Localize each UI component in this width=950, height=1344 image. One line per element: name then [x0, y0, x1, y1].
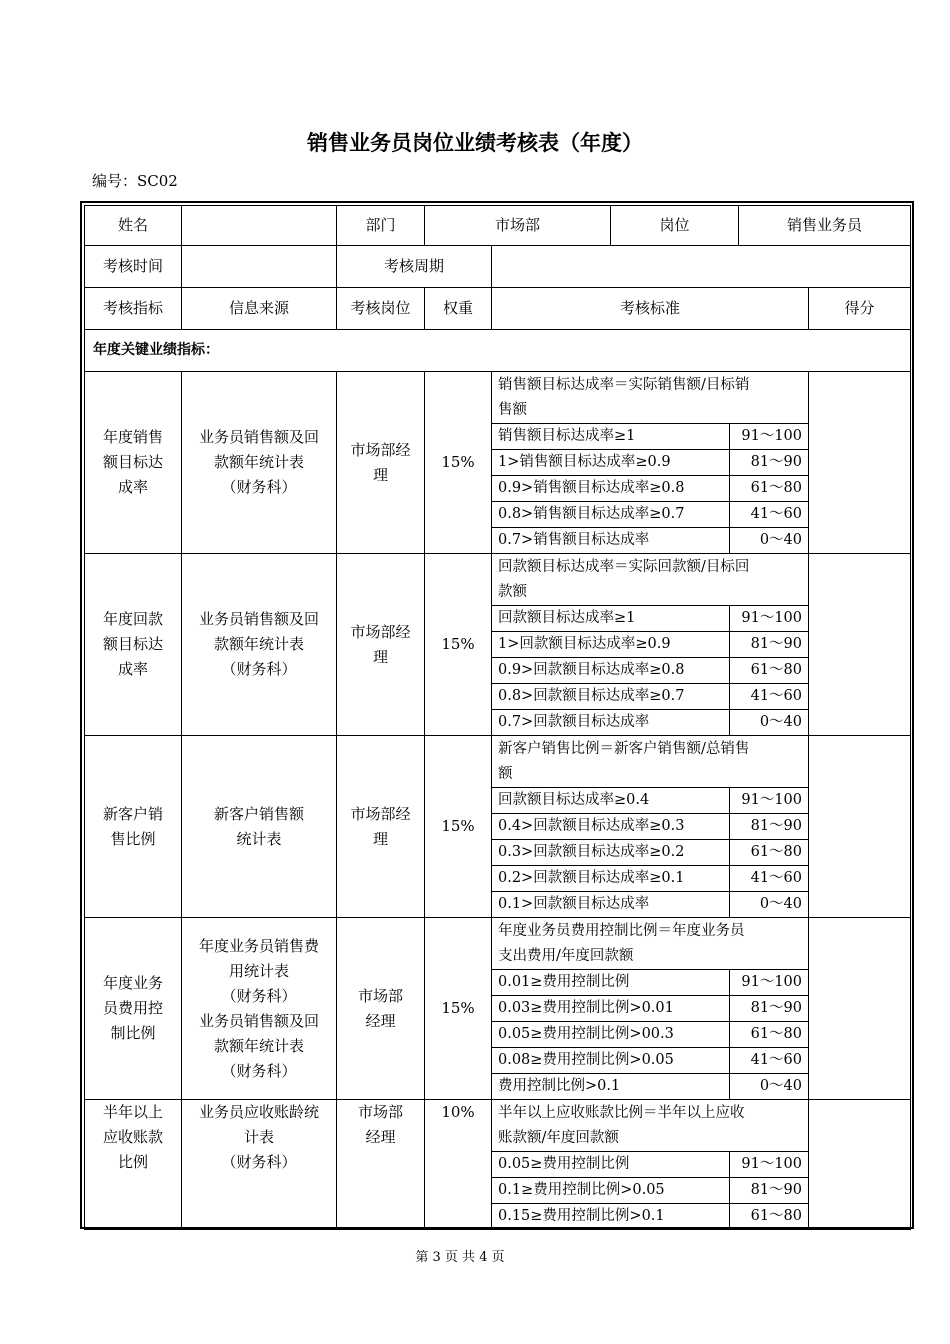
- standard-score-range: 91～100: [730, 606, 809, 632]
- standard-row: [492, 1152, 808, 1178]
- indicator-name: [85, 1100, 182, 1230]
- standard-row: [492, 1178, 808, 1204]
- standard-condition: 0.01≥费用控制比例: [492, 970, 730, 996]
- standard-row: [492, 606, 808, 632]
- indicator-source-line: 业务员销售额及回: [198, 428, 319, 446]
- standard-condition: 0.2>回款额目标达成率≥0.1: [492, 866, 730, 892]
- indicator-name: [85, 372, 182, 554]
- standard-condition: 1>销售额目标达成率≥0.9: [492, 450, 730, 476]
- indicator-standard: [492, 372, 809, 554]
- indicator-post-line: 市场部: [357, 986, 403, 1005]
- standard-score-range: 91～100: [730, 788, 809, 814]
- post-label: 岗位: [611, 206, 739, 246]
- indicator-post-line: 理: [372, 829, 388, 848]
- indicator-standard: [492, 736, 809, 918]
- indicator-name-line: 成率: [117, 478, 148, 496]
- standard-row: [492, 996, 808, 1022]
- standard-condition: 0.03≥费用控制比例>0.01: [492, 996, 730, 1022]
- header-row-2: [85, 246, 911, 288]
- standard-row: [492, 502, 808, 528]
- indicator-weight: 15%: [425, 736, 492, 918]
- formula-line: 款额: [498, 584, 527, 600]
- indicator-name: [85, 554, 182, 736]
- standard-row: [492, 866, 808, 892]
- indicator-name: [85, 736, 182, 918]
- period-label: 考核周期: [337, 246, 492, 288]
- standard-row: [492, 450, 808, 476]
- indicator-source-line: 业务员应收账龄统: [198, 1103, 319, 1121]
- standard-row: [492, 814, 808, 840]
- indicator-post-line: 市场部: [357, 1103, 403, 1121]
- standard-condition: 0.1≥费用控制比例>0.05: [492, 1178, 730, 1204]
- indicator-post-line: 市场部经: [350, 622, 411, 641]
- standard-condition: 0.8>回款额目标达成率≥0.7: [492, 684, 730, 710]
- col-standard: 考核标准: [492, 288, 809, 330]
- standard-row: [492, 970, 808, 996]
- col-weight: 权重: [425, 288, 492, 330]
- standard-score-range: 81～90: [730, 1178, 809, 1204]
- page-footer: 第 3 页 共 4 页: [415, 1250, 505, 1265]
- standard-table: [492, 918, 808, 1099]
- indicator-post-line: 理: [372, 647, 388, 666]
- period-field[interactable]: [492, 246, 911, 288]
- indicator-name-line: 员费用控: [102, 999, 163, 1017]
- standard-formula: [492, 736, 808, 788]
- indicator-source-line: 业务员销售额及回: [198, 1011, 319, 1030]
- standard-score-range: 91～100: [730, 970, 809, 996]
- indicator-post-line: 经理: [365, 1011, 396, 1030]
- post-value: 销售业务员: [739, 206, 911, 246]
- name-label: 姓名: [85, 206, 182, 246]
- indicator-name-line: 年度回款: [102, 610, 163, 628]
- standard-row: [492, 424, 808, 450]
- indicator-name-line: 成率: [117, 660, 148, 678]
- indicator-source-line: 业务员销售额及回: [198, 610, 319, 628]
- standard-row: [492, 1048, 808, 1074]
- col-score: 得分: [809, 288, 911, 330]
- indicator-name-line: 比例: [117, 1153, 148, 1171]
- standard-table: [492, 1100, 808, 1229]
- standard-score-range: 81～90: [730, 632, 809, 658]
- standard-row: [492, 684, 808, 710]
- standard-condition: 回款额目标达成率≥1: [492, 606, 730, 632]
- indicator-post: [337, 1100, 425, 1230]
- indicator-standard: [492, 554, 809, 736]
- time-field[interactable]: [182, 246, 337, 288]
- standard-condition: 回款额目标达成率≥0.4: [492, 788, 730, 814]
- indicator-post: [337, 736, 425, 918]
- time-label: 考核时间: [85, 246, 182, 288]
- indicator-row: [85, 372, 911, 554]
- indicator-name-line: 年度销售: [102, 428, 163, 446]
- indicator-name-line: 额目标达: [102, 453, 163, 471]
- formula-line: 回款额目标达成率＝实际回款额/目标回: [498, 559, 750, 575]
- indicator-source-line: 款额年统计表: [213, 1036, 304, 1055]
- indicator-source-line: 统计表: [236, 829, 282, 848]
- standard-row: [492, 788, 808, 814]
- indicator-weight: 15%: [425, 918, 492, 1100]
- standard-condition: 0.7>销售额目标达成率: [498, 532, 650, 548]
- indicator-row: [85, 1100, 911, 1230]
- standard-row: [492, 710, 808, 736]
- indicator-post: [337, 554, 425, 736]
- indicator-name-line: 应收账款: [102, 1128, 163, 1146]
- indicator-source: [182, 372, 337, 554]
- indicator-name-line: 新客户销: [102, 804, 163, 823]
- indicator-source-line: 款额年统计表: [213, 635, 304, 653]
- standard-row: [492, 1074, 808, 1100]
- standard-table: [492, 736, 808, 917]
- indicator-source-line: 用统计表: [228, 961, 289, 980]
- standard-score-range: 61～80: [730, 1022, 809, 1048]
- indicator-post-line: 理: [372, 465, 388, 484]
- standard-condition: 0.05≥费用控制比例>00.3: [492, 1022, 730, 1048]
- assessment-table-frame: [80, 201, 914, 1229]
- indicator-source-line: 款额年统计表: [213, 453, 304, 471]
- formula-line: 额: [498, 766, 513, 782]
- formula-line: 半年以上应收账款比例＝半年以上应收: [498, 1105, 745, 1121]
- indicator-source: [182, 1100, 337, 1230]
- formula-line: 售额: [498, 402, 527, 418]
- standard-table: [492, 372, 808, 553]
- section-title: 年度关键业绩指标：: [85, 330, 911, 372]
- standard-condition: 0.8>销售额目标达成率≥0.7: [492, 502, 730, 528]
- formula-line: 年度业务员费用控制比例＝年度业务员: [498, 923, 745, 939]
- standard-condition: 0.15≥费用控制比例>0.1: [498, 1208, 665, 1224]
- indicator-standard: [492, 918, 809, 1100]
- indicator-row: [85, 736, 911, 918]
- assessment-table: [84, 205, 911, 1230]
- standard-condition: 0.05≥费用控制比例: [492, 1152, 730, 1178]
- standard-row: [492, 892, 808, 918]
- indicator-source-line: 计表: [243, 1128, 274, 1146]
- standard-condition: 1>回款额目标达成率≥0.9: [492, 632, 730, 658]
- standard-score-range: 61～80: [730, 1204, 809, 1230]
- standard-score-range: 81～90: [730, 450, 809, 476]
- dept-value: 市场部: [425, 206, 611, 246]
- indicator-weight: 10%: [425, 1100, 492, 1230]
- standard-score-range: 91～100: [730, 424, 809, 450]
- standard-score-range: 0～40: [730, 710, 809, 736]
- standard-row: [492, 476, 808, 502]
- indicator-post: [337, 372, 425, 554]
- formula-line: 支出费用/年度回款额: [498, 948, 634, 964]
- standard-row: [492, 528, 808, 554]
- indicator-weight: 15%: [425, 554, 492, 736]
- indicator-source: [182, 554, 337, 736]
- standard-row: [492, 1022, 808, 1048]
- header-row-1: [85, 206, 911, 246]
- standard-score-range: 61～80: [730, 476, 809, 502]
- indicator-source-line: （财务科）: [221, 660, 297, 678]
- standard-formula: [492, 554, 808, 606]
- score-field[interactable]: [809, 918, 911, 1100]
- indicator-row: [85, 554, 911, 736]
- indicator-name-line: 半年以上: [102, 1103, 163, 1121]
- indicator-post-line: 市场部经: [350, 440, 411, 459]
- indicator-name-line: 售比例: [110, 829, 156, 848]
- standard-score-range: 81～90: [730, 996, 809, 1022]
- standard-score-range: 41～60: [730, 684, 809, 710]
- standard-row: [492, 658, 808, 684]
- standard-row: [492, 1204, 808, 1230]
- indicator-name-line: 年度业务: [102, 974, 163, 992]
- standard-score-range: 61～80: [730, 840, 809, 866]
- indicator-weight: 15%: [425, 372, 492, 554]
- score-field[interactable]: [809, 1100, 911, 1230]
- standard-score-range: 91～100: [730, 1152, 809, 1178]
- indicator-standard: [492, 1100, 809, 1230]
- standard-condition: 费用控制比例>0.1: [498, 1078, 621, 1094]
- dept-label: 部门: [337, 206, 425, 246]
- indicator-source: [182, 918, 337, 1100]
- name-field[interactable]: [182, 206, 337, 246]
- formula-line: 新客户销售比例＝新客户销售额/总销售: [498, 741, 750, 757]
- standard-score-range: 0～40: [730, 528, 809, 554]
- standard-score-range: 81～90: [730, 814, 809, 840]
- indicator-source: [182, 736, 337, 918]
- standard-formula: [492, 918, 808, 970]
- indicator-source-line: （财务科）: [221, 986, 297, 1005]
- col-indicator: 考核指标: [85, 288, 182, 330]
- standard-score-range: 0～40: [730, 892, 809, 918]
- standard-score-range: 41～60: [730, 1048, 809, 1074]
- standard-row: [492, 632, 808, 658]
- indicator-source-line: （财务科）: [221, 1153, 297, 1171]
- formula-line: 账款额/年度回款额: [498, 1130, 619, 1146]
- document-number: 编号：SC02: [92, 172, 178, 190]
- standard-condition: 0.3>回款额目标达成率≥0.2: [492, 840, 730, 866]
- standard-formula: [492, 372, 808, 424]
- col-post: 考核岗位: [337, 288, 425, 330]
- standard-condition: 销售额目标达成率≥1: [492, 424, 730, 450]
- indicator-source-line: （财务科）: [221, 1061, 297, 1080]
- standard-score-range: 61～80: [730, 658, 809, 684]
- formula-line: 销售额目标达成率＝实际销售额/目标销: [498, 377, 750, 393]
- page-title: 销售业务员岗位业绩考核表（年度）: [307, 131, 643, 155]
- indicator-row: [85, 918, 911, 1100]
- standard-row: [492, 840, 808, 866]
- standard-score-range: 41～60: [730, 866, 809, 892]
- indicator-source-line: 年度业务员销售费: [198, 936, 319, 955]
- indicator-source-line: （财务科）: [221, 478, 297, 496]
- column-header-row: [85, 288, 911, 330]
- section-row: [85, 330, 911, 372]
- standard-table: [492, 554, 808, 735]
- indicator-name: [85, 918, 182, 1100]
- standard-condition: 0.9>销售额目标达成率≥0.8: [492, 476, 730, 502]
- standard-condition: 0.7>回款额目标达成率: [498, 714, 650, 730]
- score-field[interactable]: [809, 736, 911, 918]
- indicator-name-line: 额目标达: [102, 635, 163, 653]
- col-source: 信息来源: [182, 288, 337, 330]
- indicator-source-line: 新客户销售额: [213, 804, 304, 823]
- score-field[interactable]: [809, 372, 911, 554]
- indicator-name-line: 制比例: [110, 1024, 156, 1042]
- score-field[interactable]: [809, 554, 911, 736]
- standard-score-range: 0～40: [730, 1074, 809, 1100]
- standard-score-range: 41～60: [730, 502, 809, 528]
- standard-condition: 0.08≥费用控制比例>0.05: [492, 1048, 730, 1074]
- indicator-post-line: 经理: [365, 1128, 396, 1146]
- standard-condition: 0.1>回款额目标达成率: [498, 896, 650, 912]
- standard-condition: 0.4>回款额目标达成率≥0.3: [492, 814, 730, 840]
- indicator-post: [337, 918, 425, 1100]
- indicator-post-line: 市场部经: [350, 804, 411, 823]
- standard-formula: [492, 1100, 808, 1152]
- standard-condition: 0.9>回款额目标达成率≥0.8: [492, 658, 730, 684]
